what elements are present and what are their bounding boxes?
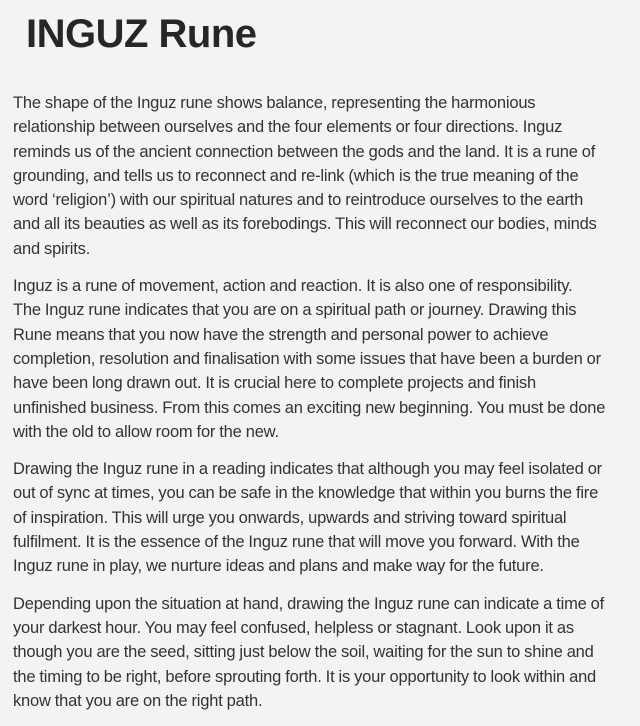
paragraph-4 (13, 592, 625, 713)
paragraph-line: fulfilment. It is the essence of the Inguz rune that will move you forward. With the (13, 533, 580, 552)
article-body (13, 91, 625, 726)
page-title: INGUZ Rune (26, 12, 257, 56)
paragraph-line: word ‘religion’) with our spiritual natures and to reintroduce ourselves to the earth (13, 191, 584, 210)
paragraph-line: your darkest hour. You may feel confused, helpless or stagnant. Look upon it as (13, 618, 574, 637)
paragraph-line: grounding, and tells us to reconnect and re-link (which is the true meaning of the (13, 166, 579, 185)
paragraph-line: know that you are on the right path. (13, 691, 263, 710)
paragraph-line: The Inguz rune indicates that you are on a spiritual path or journey. Drawing this (13, 301, 577, 320)
paragraph-line: and spirits. (13, 239, 91, 258)
paragraph-line: the timing to be right, before sprouting forth. It is your opportunity to look within and (13, 667, 597, 686)
paragraph-line: and all its beauties as well as its forebodings. This will reconnect our bodies, minds (13, 215, 597, 234)
paragraph-line: unfinished business. From this comes an exciting new beginning. You must be done (13, 398, 606, 417)
paragraph-1 (13, 91, 625, 261)
paragraph-line: out of sync at times, you can be safe in the knowledge that within you burns the fire (13, 484, 599, 503)
paragraph-line: The shape of the Inguz rune shows balance, representing the harmonious (13, 94, 536, 112)
paragraph-line: have been long drawn out. It is crucial here to complete projects and finish (13, 374, 536, 393)
paragraph-line: Drawing the Inguz rune in a reading indicates that although you may feel isolated or (13, 460, 602, 479)
paragraph-line: of inspiration. This will urge you onwards, upwards and striving toward spiritual (13, 508, 567, 527)
paragraph-line: relationship between ourselves and the four elements or four directions. Inguz (13, 118, 563, 137)
paragraph-line: with the old to allow room for the new. (13, 422, 279, 441)
paragraph-2 (13, 274, 625, 444)
paragraph-line: Inguz is a rune of movement, action and reaction. It is also one of responsibility. (13, 277, 573, 296)
paragraph-line: reminds us of the ancient connection between the gods and the land. It is a rune of (13, 142, 596, 161)
paragraph-line: completion, resolution and finalisation with some issues that have been a burden or (13, 349, 601, 368)
paragraph-line: Depending upon the situation at hand, drawing the Inguz rune can indicate a time of (13, 594, 605, 613)
paragraph-line: Inguz rune in play, we nurture ideas and plans and make way for the future. (13, 557, 544, 576)
paragraph-3 (13, 457, 625, 578)
paragraph-line: though you are the seed, sitting just below the soil, waiting for the sun to shine and (13, 643, 594, 662)
paragraph-line: Rune means that you now have the strength and personal power to achieve (13, 325, 549, 344)
